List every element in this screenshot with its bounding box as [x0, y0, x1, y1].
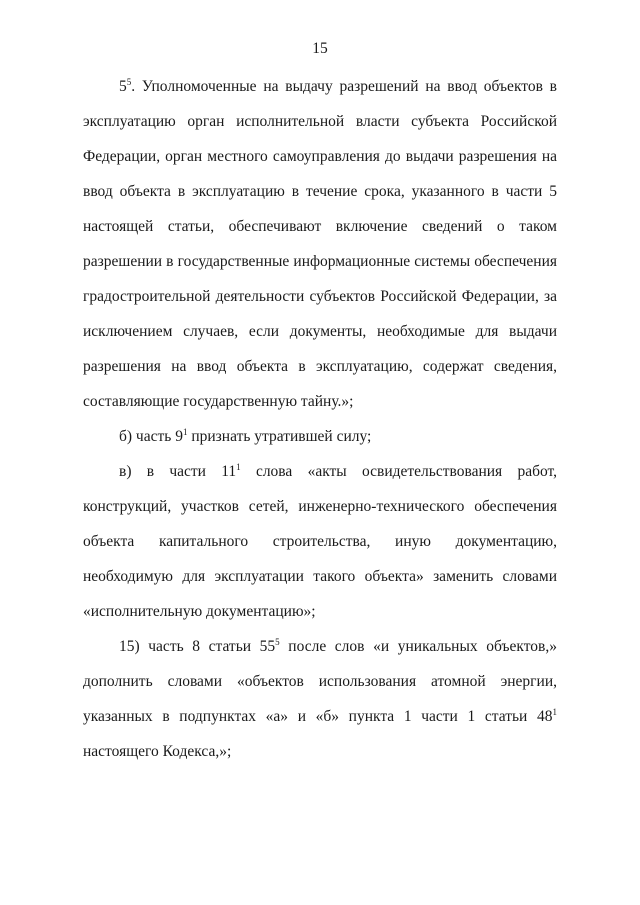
paragraph-text: 15) часть 8 статьи 55	[119, 638, 276, 655]
superscript: 1	[182, 427, 188, 437]
paragraph-b	[83, 419, 557, 454]
superscript: 5	[275, 637, 280, 647]
superscript: 5	[126, 77, 132, 87]
paragraph-v	[83, 454, 557, 629]
paragraph-text: 5	[119, 78, 127, 95]
paragraph-text: б) часть 9	[119, 428, 183, 445]
superscript: 1	[552, 707, 557, 717]
paragraph-text: настоящего Кодекса,»;	[83, 743, 232, 760]
paragraph-15	[83, 629, 557, 769]
paragraph-text: в) в части 11	[119, 463, 237, 480]
document-body	[83, 69, 557, 769]
paragraph-5-5	[83, 69, 557, 419]
paragraph-text: слова «акты освидетельствования работ, конструкций, участков сетей, инженерно-технического обеспечения объекта капитального строительства, иную документацию, необходимую для эксплуатации такого объекта» заменить словами «исполнительную документацию»;	[83, 463, 557, 620]
page-number: 15	[312, 40, 328, 57]
paragraph-text: после слов «и уникальных объектов,» дополнить словами «объектов использования атомной энергии, указанных в подпунктах «а» и «б» пункта 1 части 1 статьи 48	[83, 638, 557, 725]
paragraph-text: признать утратившей силу;	[187, 428, 372, 445]
superscript: 1	[236, 462, 241, 472]
paragraph-text: . Уполномоченные на выдачу разрешений на ввод объектов в эксплуатацию орган исполнительной власти субъекта Российской Федерации, орган местного самоуправления до выдачи разрешения на ввод объекта в эксплуатацию в течение срока, указанного в части 5 настоящей статьи, обеспечивают включение сведений о таком разрешении в государственные информационные системы обеспечения градостроительной деятельности субъектов Российской Федерации, за исключением случаев, если документы, необходимые для выдачи разрешения на ввод объекта в эксплуатацию, содержат сведения, составляющие государственную тайну.»;	[83, 78, 557, 410]
